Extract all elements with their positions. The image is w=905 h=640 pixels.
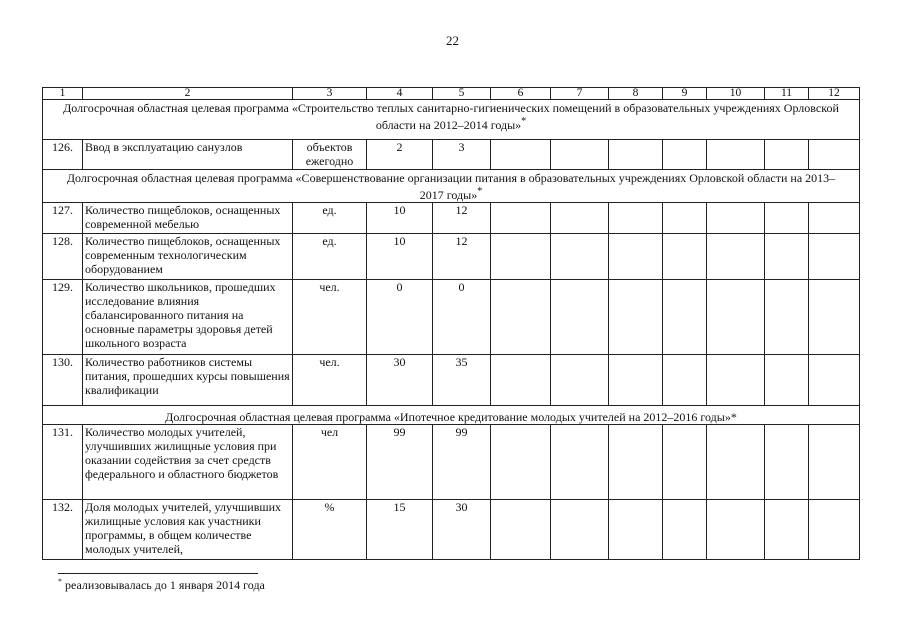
empty-cell <box>765 280 809 355</box>
empty-cell <box>663 500 707 560</box>
empty-cell <box>491 500 551 560</box>
unit: ед. <box>293 234 367 280</box>
value-col-4: 10 <box>367 234 433 280</box>
indicator-name: Количество молодых учителей, улучшивших жилищные условия при оказании содействия за счет средств федерального и областного бюджетов <box>83 425 293 500</box>
empty-cell <box>663 140 707 170</box>
unit: объектов ежегодно <box>293 140 367 170</box>
row-number: 126. <box>43 140 83 170</box>
empty-cell <box>551 203 609 234</box>
unit: ед. <box>293 203 367 234</box>
empty-cell <box>491 280 551 355</box>
footnote-mark: * <box>477 186 483 197</box>
empty-cell <box>551 355 609 406</box>
value-col-5: 3 <box>433 140 491 170</box>
table-row <box>43 280 860 355</box>
column-header: 3 <box>293 88 367 100</box>
empty-cell <box>707 140 765 170</box>
empty-cell <box>663 355 707 406</box>
row-number: 127. <box>43 203 83 234</box>
unit: % <box>293 500 367 560</box>
page-number: 22 <box>446 33 459 48</box>
table-row <box>43 140 860 170</box>
indicator-name: Количество работников системы питания, прошедших курсы повышения квалификации <box>83 355 293 406</box>
column-header: 7 <box>551 88 609 100</box>
empty-cell <box>809 500 860 560</box>
empty-cell <box>765 355 809 406</box>
empty-cell <box>491 425 551 500</box>
empty-cell <box>551 140 609 170</box>
empty-cell <box>551 425 609 500</box>
value-col-4: 0 <box>367 280 433 355</box>
empty-cell <box>707 425 765 500</box>
table-row <box>43 234 860 280</box>
empty-cell <box>707 355 765 406</box>
column-header: 4 <box>367 88 433 100</box>
value-col-4: 99 <box>367 425 433 500</box>
empty-cell <box>809 140 860 170</box>
table-row <box>43 203 860 234</box>
section-title-row <box>43 406 860 425</box>
section-title: Долгосрочная областная целевая программа «Строительство теплых санитарно-гигиенических помещений в образовательных учреждениях Орловской области на 2012–2014 годы» <box>63 101 839 132</box>
footnote-mark: * <box>58 577 62 586</box>
value-col-4: 2 <box>367 140 433 170</box>
column-header: 2 <box>83 88 293 100</box>
value-col-5: 0 <box>433 280 491 355</box>
unit: чел. <box>293 355 367 406</box>
unit: чел <box>293 425 367 500</box>
column-header: 11 <box>765 88 809 100</box>
empty-cell <box>765 425 809 500</box>
indicator-name: Доля молодых учителей, улучшивших жилищные условия как участники программы, в общем количестве молодых учителей, <box>83 500 293 560</box>
indicators-table <box>42 87 860 560</box>
empty-cell <box>809 234 860 280</box>
empty-cell <box>551 500 609 560</box>
empty-cell <box>765 203 809 234</box>
column-header: 12 <box>809 88 860 100</box>
section-title-row <box>43 170 860 203</box>
table-row <box>43 355 860 406</box>
value-col-5: 30 <box>433 500 491 560</box>
row-number: 131. <box>43 425 83 500</box>
empty-cell <box>707 500 765 560</box>
empty-cell <box>663 425 707 500</box>
section-title: Долгосрочная областная целевая программа «Совершенствование организации питания в образовательных учреждениях Орловской области на 2013–2017 годы» <box>66 171 836 202</box>
empty-cell <box>609 355 663 406</box>
empty-cell <box>707 280 765 355</box>
empty-cell <box>809 203 860 234</box>
empty-cell <box>609 140 663 170</box>
indicator-name: Количество пищеблоков, оснащенных современным технологическим оборудованием <box>83 234 293 280</box>
table-row <box>43 500 860 560</box>
value-col-5: 12 <box>433 203 491 234</box>
empty-cell <box>809 425 860 500</box>
column-header: 1 <box>43 88 83 100</box>
empty-cell <box>809 355 860 406</box>
empty-cell <box>707 203 765 234</box>
column-header: 6 <box>491 88 551 100</box>
empty-cell <box>491 355 551 406</box>
empty-cell <box>609 234 663 280</box>
footnote-text: реализовывалась до 1 января 2014 года <box>65 578 265 592</box>
section-title: Долгосрочная областная целевая программа «Ипотечное кредитование молодых учителей на 2012–2016 годы»* <box>165 410 737 424</box>
empty-cell <box>609 280 663 355</box>
table-row <box>43 425 860 500</box>
empty-cell <box>609 425 663 500</box>
empty-cell <box>663 280 707 355</box>
empty-cell <box>609 203 663 234</box>
column-header: 8 <box>609 88 663 100</box>
value-col-4: 10 <box>367 203 433 234</box>
indicator-name: Количество школьников, прошедших исследование влияния сбалансированного питания на основные параметры здоровья детей школьного возраста <box>83 280 293 355</box>
row-number: 129. <box>43 280 83 355</box>
empty-cell <box>551 234 609 280</box>
indicator-name: Ввод в эксплуатацию санузлов <box>83 140 293 170</box>
footnote-divider <box>58 573 258 574</box>
empty-cell <box>765 234 809 280</box>
row-number: 128. <box>43 234 83 280</box>
unit: чел. <box>293 280 367 355</box>
column-numbers-row <box>43 88 860 100</box>
empty-cell <box>707 234 765 280</box>
indicator-name: Количество пищеблоков, оснащенных современной мебелью <box>83 203 293 234</box>
column-header: 10 <box>707 88 765 100</box>
footnote <box>58 577 265 593</box>
row-number: 132. <box>43 500 83 560</box>
empty-cell <box>551 280 609 355</box>
empty-cell <box>491 234 551 280</box>
value-col-5: 12 <box>433 234 491 280</box>
column-header: 9 <box>663 88 707 100</box>
empty-cell <box>809 280 860 355</box>
value-col-5: 35 <box>433 355 491 406</box>
empty-cell <box>765 500 809 560</box>
footnote-mark: * <box>521 116 527 127</box>
empty-cell <box>765 140 809 170</box>
section-title-row <box>43 100 860 140</box>
empty-cell <box>491 140 551 170</box>
column-header: 5 <box>433 88 491 100</box>
row-number: 130. <box>43 355 83 406</box>
empty-cell <box>663 234 707 280</box>
value-col-4: 30 <box>367 355 433 406</box>
empty-cell <box>491 203 551 234</box>
value-col-5: 99 <box>433 425 491 500</box>
empty-cell <box>609 500 663 560</box>
value-col-4: 15 <box>367 500 433 560</box>
empty-cell <box>663 203 707 234</box>
